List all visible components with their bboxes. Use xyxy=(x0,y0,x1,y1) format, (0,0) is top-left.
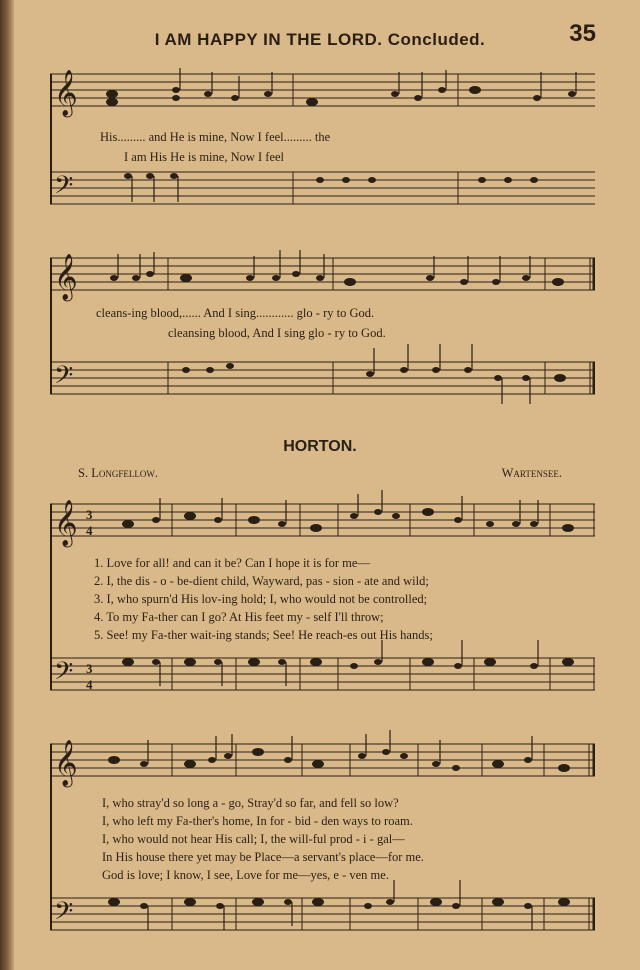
treble-clef-icon: 𝄞 xyxy=(54,500,78,545)
time-signature-3: 3 xyxy=(86,507,93,522)
system-2-bass-lyric: cleansing blood, And I sing glo - ry to God. xyxy=(168,326,386,340)
treble-clef-icon: 𝄞 xyxy=(54,740,78,785)
music-system-2 xyxy=(50,238,595,408)
svg-text:3: 3 xyxy=(86,661,93,676)
verse-5-line-a: 5. See! my Fa-ther wait-ing stands; See! He reach-es out His hands; xyxy=(94,628,433,642)
verse-2-line-a: 2. I, the dis - o - be-dient child, Wayward, pas - sion - ate and wild; xyxy=(94,574,429,588)
verse-5-line-b: God is love; I know, I see, Love for me—yes, e - ven me. xyxy=(102,868,389,882)
bass-clef-icon: 𝄢 xyxy=(54,362,74,395)
verse-3-line-a: 3. I, who spurn'd His lov-ing hold; I, who would not be controlled; xyxy=(94,592,428,606)
bass-clef-icon: 𝄢 xyxy=(54,172,74,205)
treble-clef-icon: 𝄞 xyxy=(54,254,78,299)
svg-text:4: 4 xyxy=(86,677,93,692)
system-2-treble-lyric: cleans-ing blood,...... And I sing............ glo - ry to God. xyxy=(96,306,375,320)
verse-1-line-a: 1. Love for all! and can it be? Can I hope it is for me— xyxy=(94,556,370,570)
system-1-treble-lyric: His......... and He is mine, Now I feel......... the xyxy=(100,130,331,144)
verse-4-line-a: 4. To my Fa-ther can I go? At His feet my - self I'll throw; xyxy=(94,610,384,624)
system-1-bass-lyric: I am His He is mine, Now I feel xyxy=(124,150,285,164)
verse-2-line-b: I, who left my Fa-ther's home, In for - bid - den ways to roam. xyxy=(102,814,413,828)
verse-3-line-b: I, who would not hear His call; I, the will-ful prod - i - gal— xyxy=(102,832,405,846)
author-credit: S. Longfellow. xyxy=(78,466,158,480)
hymn-title: HORTON. xyxy=(283,438,357,455)
book-spine-shadow xyxy=(0,0,14,970)
bass-clef-icon: 𝄢 xyxy=(54,658,74,691)
verse-1-line-b: I, who stray'd so long a - go, Stray'd so far, and fell so low? xyxy=(102,796,399,810)
time-signature-4: 4 xyxy=(86,523,93,538)
composer-credit: Wartensee. xyxy=(501,466,562,480)
bass-clef-icon: 𝄢 xyxy=(54,898,74,931)
page-title: I AM HAPPY IN THE LORD. Concluded. xyxy=(154,30,486,49)
treble-clef-icon: 𝄞 xyxy=(54,70,78,115)
verse-4-line-b: In His house there yet may be Place—a servant's place—for me. xyxy=(102,850,424,864)
page-number: 35 xyxy=(569,20,596,47)
